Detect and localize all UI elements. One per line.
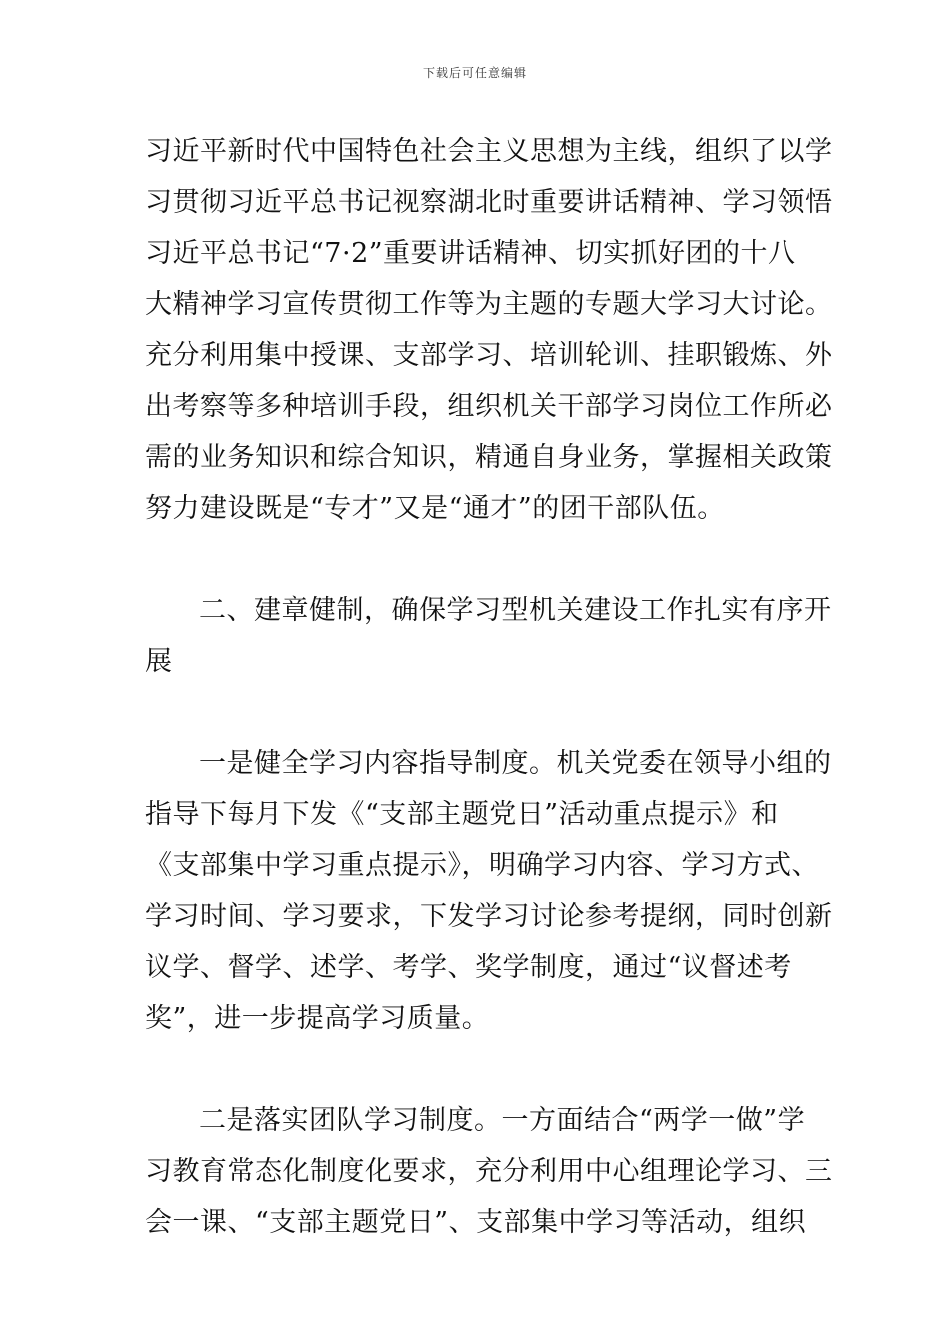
text-line: 需的业务知识和综合知识，精通自身业务，掌握相关政策 xyxy=(145,442,833,473)
section-heading xyxy=(145,585,832,687)
text-line: 努力建设既是“专才”又是“通才”的团干部队伍。 xyxy=(145,493,725,524)
text-line: 议学、督学、述学、考学、奖学制度，通过“议督述考 xyxy=(145,952,792,983)
text-line: 一是健全学习内容指导制度。机关党委在领导小组的 xyxy=(199,748,832,779)
text-line: 充分利用集中授课、支部学习、培训轮训、挂职锻炼、外 xyxy=(145,340,833,371)
heading-line: 二、建章健制，确保学习型机关建设工作扎实有序开 xyxy=(199,595,832,626)
text-line: 习近平总书记“7·2”重要讲话精神、切实抓好团的十八 xyxy=(145,238,796,269)
text-line: 习教育常态化制度化要求，充分利用中心组理论学习、三 xyxy=(145,1156,833,1187)
text-line: 学习时间、学习要求，下发学习讨论参考提纲，同时创新 xyxy=(145,901,833,932)
text-line: 奖”，进一步提高学习质量。 xyxy=(145,1003,490,1034)
paragraph-3 xyxy=(145,1095,833,1248)
document-body xyxy=(145,126,833,1248)
text-line: 《支部集中学习重点提示》，明确学习内容、学习方式、 xyxy=(145,850,819,881)
paragraph-gap xyxy=(145,534,805,585)
text-line: 二是落实团队学习制度。一方面结合“两学一做”学 xyxy=(199,1105,806,1136)
text-line: 出考察等多种培训手段，组织机关干部学习岗位工作所必 xyxy=(145,391,833,422)
text-line: 习贯彻习近平总书记视察湖北时重要讲话精神、学习领悟 xyxy=(145,187,833,218)
paragraph-2 xyxy=(145,738,833,1044)
paragraph-gap xyxy=(145,687,805,738)
paragraph-gap xyxy=(145,1044,805,1095)
text-line: 习近平新时代中国特色社会主义思想为主线，组织了以学 xyxy=(145,136,833,167)
heading-line: 展 xyxy=(145,646,173,677)
page-header: 下载后可任意编辑 xyxy=(422,66,527,80)
text-line: 会一课、“支部主题党日”、支部集中学习等活动，组织 xyxy=(145,1207,807,1238)
text-line: 大精神学习宣传贯彻工作等为主题的专题大学习大讨论。 xyxy=(145,289,833,320)
paragraph-1 xyxy=(145,126,833,534)
text-line: 指导下每月下发《“支部主题党日”活动重点提示》和 xyxy=(145,799,779,830)
